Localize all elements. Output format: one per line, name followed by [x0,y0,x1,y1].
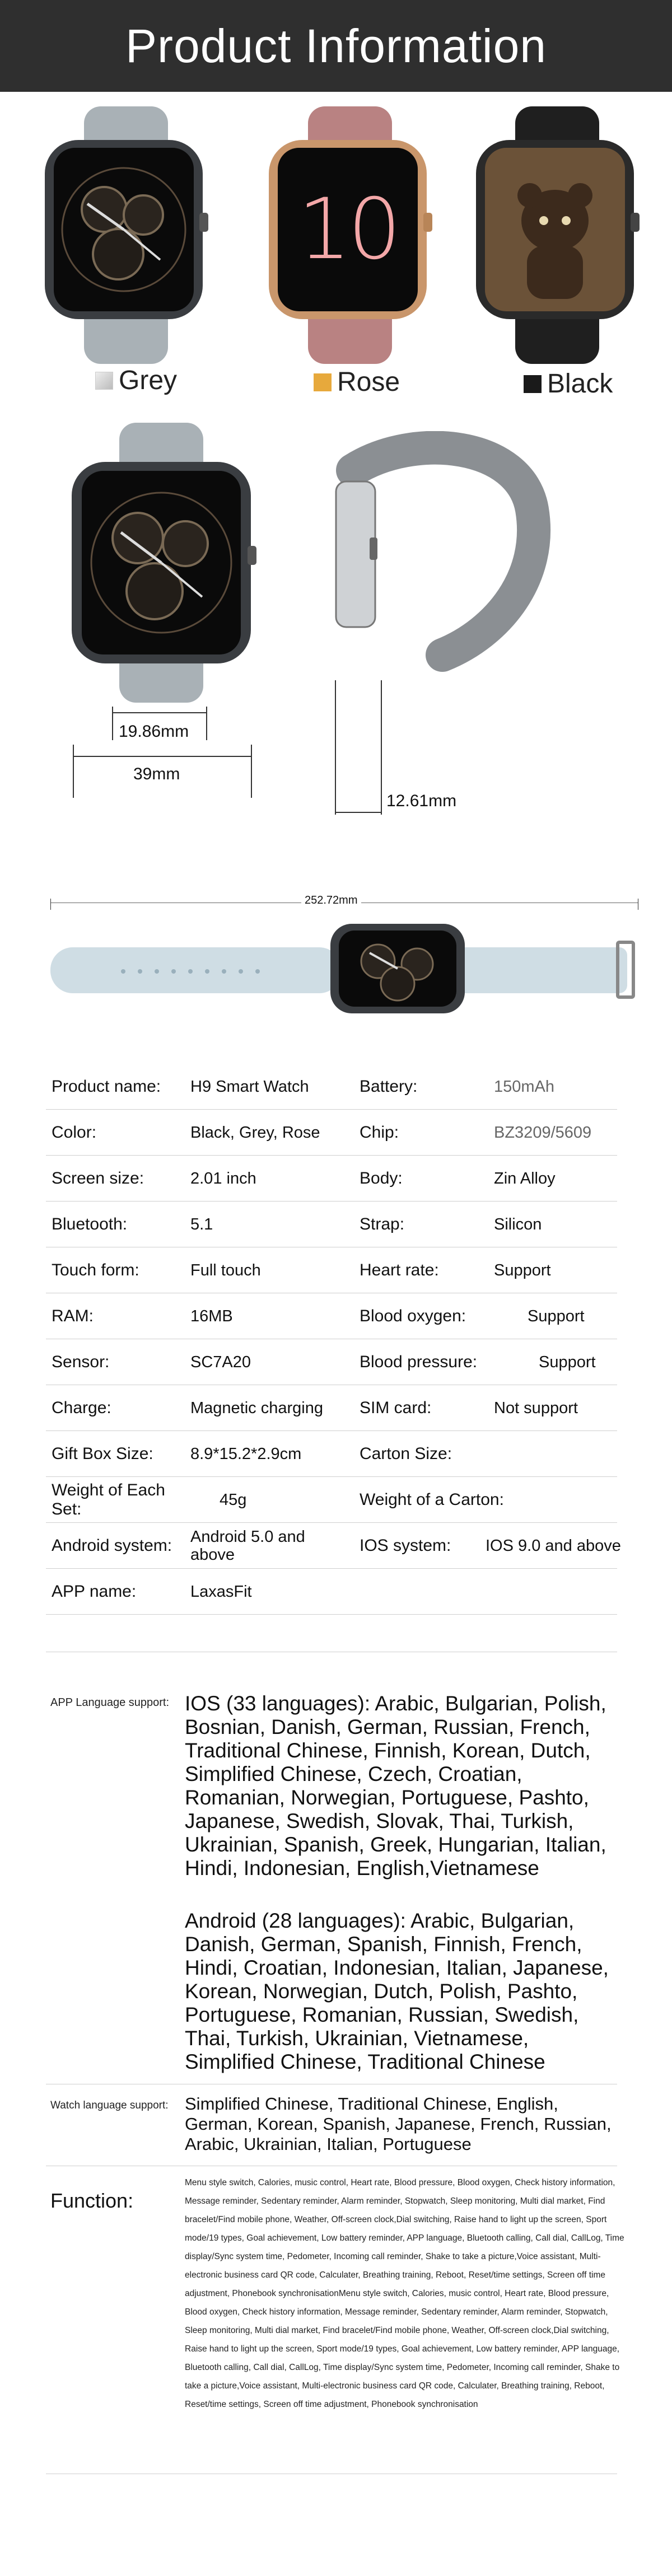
table-row [46,1523,621,1569]
spec-value: BZ3209/5609 [494,1123,592,1142]
table-row [46,1247,617,1293]
watch-black-image [476,106,638,364]
spec-key: Weight of a Carton: [360,1490,504,1509]
spec-key: Color: [52,1123,97,1142]
color-label-black [524,368,613,399]
table-row [46,1201,617,1247]
spec-value: 150mAh [494,1077,555,1096]
spec-key: Strap: [360,1215,405,1233]
spec-key: Carton Size: [360,1444,452,1463]
table-row [46,1339,617,1385]
spec-key: Heart rate: [360,1261,439,1279]
case-width-label: 39mm [133,765,180,783]
case-width-line [73,756,252,757]
watch-front-dimension-image [72,423,256,703]
table-row [46,1431,617,1477]
page-title: Product Information [125,19,547,72]
spec-value: Support [539,1353,596,1371]
spec-key: IOS system: [360,1536,451,1555]
spec-key: Android system: [52,1536,172,1555]
grey-label-text: Grey [119,366,178,395]
spec-value: 45g [220,1490,247,1509]
spec-value: Zin Alloy [494,1169,556,1188]
spec-key: Gift Box Size: [52,1444,153,1463]
screen-width-label: 19.86mm [119,722,189,741]
spec-key: Blood pressure: [360,1353,478,1371]
spec-value [494,1431,628,1477]
spec-key: Sensor: [52,1353,110,1371]
spec-key: Bluetooth: [52,1215,128,1233]
spec-value: 5.1 [190,1215,213,1233]
function-label: Function: [50,2189,134,2212]
rose-face-number: 10 [297,181,398,278]
color-label-grey [95,365,177,396]
watch-rose-image [269,106,431,364]
black-swatch [524,375,542,393]
spec-value [494,1477,628,1523]
spec-value: 16MB [190,1307,233,1325]
total-length-label: 252.72mm [301,894,361,907]
black-label-text: Black [547,369,613,399]
spec-key: SIM card: [360,1399,432,1417]
android-language-list: Android (28 languages): Arabic, Bulgarian, Danish, German, Spanish, Finnish, French, Hindi, Croatian, Indonesian, Italian, Japanese, Korean, Norwegian, Dutch, Polish, Pashto, Portuguese, Romanian, Russian, Swedish, Thai, Turkish, Ukrainian, Vietnamese, Simplified Chinese, Traditional Chinese [185,1909,609,2073]
table-row [46,1569,617,1615]
table-row [46,1477,617,1523]
spec-key: RAM: [52,1307,94,1325]
spec-key: Weight of Each Set: [52,1481,165,1518]
spec-value: Silicon [494,1215,542,1233]
table-row [46,1110,617,1156]
spec-value: Magnetic charging [190,1399,323,1417]
screen-width-line [112,712,207,713]
thickness-line [335,680,336,815]
spec-table [46,1064,621,1615]
thickness-label: 12.61mm [386,792,457,810]
spec-value: Support [494,1261,551,1279]
table-row [46,1385,617,1431]
grey-swatch [95,372,113,390]
spec-value: SC7A20 [190,1353,251,1371]
spec-value: 8.9*15.2*2.9cm [190,1444,302,1463]
watch-language-label: Watch language support: [50,2100,169,2111]
rose-label-text: Rose [337,367,400,397]
spec-value: IOS 9.0 and above [486,1536,621,1555]
spec-key: Touch form: [52,1261,139,1279]
spec-key: Product name: [52,1077,161,1096]
spec-value: Not support [494,1399,578,1417]
spec-key: Blood oxygen: [360,1307,466,1325]
rose-swatch [314,373,332,391]
watch-full-length-image [50,924,638,1013]
spec-key: Screen size: [52,1169,144,1188]
spec-key: Body: [360,1169,403,1188]
spec-value: H9 Smart Watch [190,1077,309,1096]
ios-language-list: IOS (33 languages): Arabic, Bulgarian, Polish, Bosnian, Danish, German, Russian, French, Traditional Chinese, Finnish, Korean, Dutch, Simplified Chinese, Czech, Croatian, Romanian, Norwegian, Portuguese, Pashto, Japanese, Swedish, Slovak, Thai, Turkish, Ukrainian, Spanish, Greek, Hungarian, Italian, Hindi, Indonesian, English,Vietnamese [185,1692,606,1880]
app-language-label: APP Language support: [50,1696,170,1709]
spec-key: APP name: [52,1582,137,1601]
spec-value: 2.01 inch [190,1169,256,1188]
table-row [46,1064,617,1110]
spec-value [494,1569,628,1615]
spec-value: Android 5.0 and above [190,1528,305,1564]
spec-value: Support [528,1307,585,1325]
table-row [46,1156,617,1201]
spec-key: Battery: [360,1077,418,1096]
table-row [46,1293,617,1339]
spec-value: LaxasFit [190,1582,252,1601]
page-header [0,0,672,92]
watch-side-dimension-image [330,431,566,677]
spec-key: Charge: [52,1399,111,1417]
spec-key [360,1569,494,1615]
color-label-rose [314,367,400,398]
function-list: Menu style switch, Calories, music control, Heart rate, Blood pressure, Blood oxygen, Check history information, Message reminder, Sedentary reminder, Alarm reminder, Stopwatch, Sleep monitoring, Multi dial market, Find bracelet/Find mobile phone, Weather, Off-screen clock,Dial switching, Raise hand to light up the screen, Sport mode/19 types, Goal achievement, Low battery reminder, APP language, Bluetooth calling, Call dial, CallLog, Time display/Sync system time, Pedometer, Incoming call reminder, Shake to take a picture,Voice assistant, Multi-electronic business card QR code, Calculater, Breathing training, Reboot, Reset/time settings, Screen off time adjustment, Phonebook synchronisationMenu style switch, Calories, music control, Heart rate, Blood pressure, Blood oxygen, Check history information, Message reminder, Sedentary reminder, Alarm reminder, Stopwatch, Sleep monitoring, Multi dial market, Find bracelet/Find mobile phone, Weather, Off-screen clock,Dial switching, Raise hand to light up the screen, Sport mode/19 types, Goal achievement, Low battery reminder, APP language, Bluetooth calling, Call dial, CallLog, Time display/Sync system time, Pedometer, Incoming call reminder, Shake to take a picture,Voice assistant, Multi-electronic business card QR code, Calculater, Breathing training, Reboot, Reset/time settings, Screen off time adjustment, Phonebook synchronisation [185,2178,624,2409]
watch-language-list: Simplified Chinese, Traditional Chinese, English, German, Korean, Spanish, Japanese, French, Russian, Arabic, Ukrainian, Italian, Portuguese [185,2094,612,2154]
spec-value: Full touch [190,1261,261,1279]
watch-grey-image [45,106,207,364]
spec-key: Chip: [360,1123,399,1142]
spec-value: Black, Grey, Rose [190,1123,320,1142]
